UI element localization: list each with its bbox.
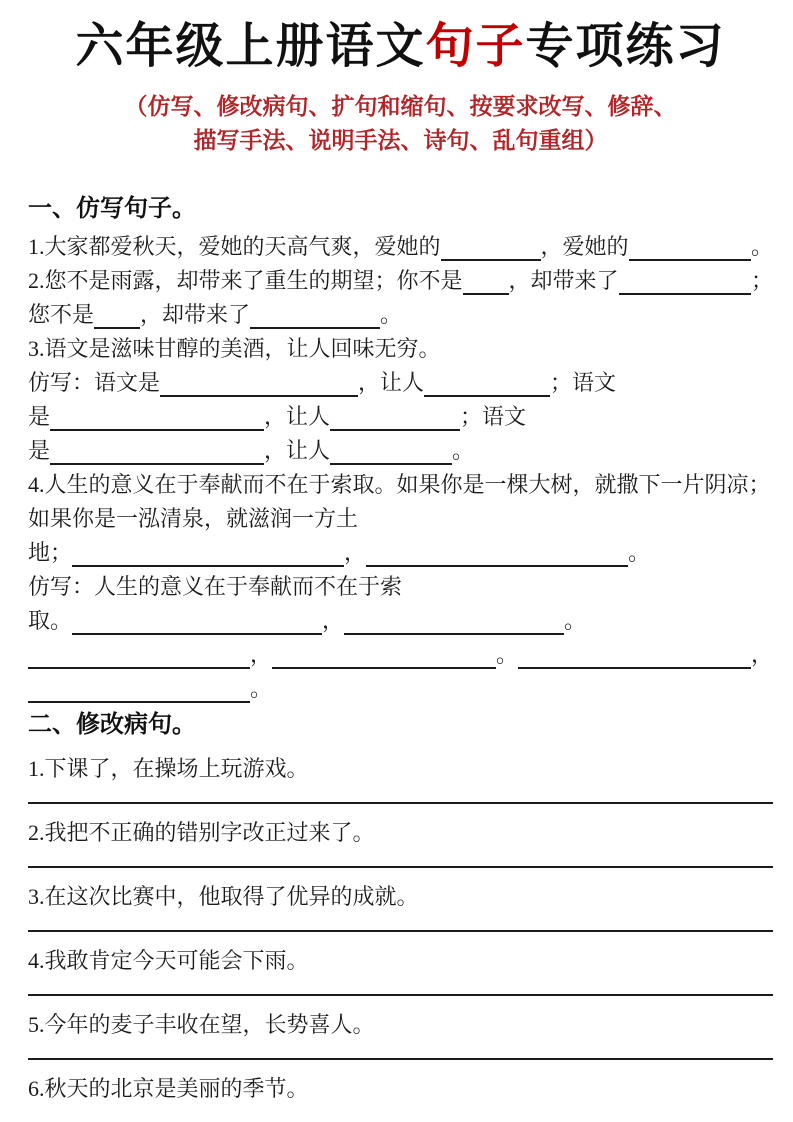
text-run: ， (750, 642, 773, 667)
text-run: 3.语文是滋味甘醇的美酒，让人回味无穷。 (28, 336, 441, 361)
worksheet-line (28, 536, 773, 570)
answer-blank (463, 264, 509, 295)
worksheet-line (28, 230, 773, 264)
exercise-item (28, 818, 773, 868)
text-run: ，却带来了 (508, 268, 619, 293)
section2-exercises (28, 754, 773, 1104)
text-run: ；语文 (550, 370, 617, 395)
section1-exercises (28, 230, 773, 706)
answer-blank (619, 264, 751, 295)
section2-heading: 二、修改病句。 (28, 712, 196, 738)
worksheet-line (28, 502, 773, 536)
text-run: 是 (28, 404, 51, 429)
answer-blank (28, 638, 250, 669)
text-run: 2.您不是雨露，却带来了重生的期望；你不是 (28, 268, 463, 293)
text-run: 取。 (28, 608, 73, 633)
exercise-sentence: 5.今年的麦子丰收在望，长势喜人。 (28, 1012, 375, 1037)
text-run: ，让人 (264, 404, 331, 429)
answer-blank (272, 638, 496, 669)
text-run: ，让人 (264, 438, 331, 463)
answer-blank (366, 536, 628, 567)
answer-blank (72, 604, 322, 635)
worksheet-line (28, 570, 773, 604)
text-run: ， (344, 540, 367, 565)
answer-rule (28, 994, 773, 996)
section1-heading: 一、仿写句子。 (28, 196, 196, 222)
answer-blank (160, 366, 358, 397)
worksheet-subtitle (28, 90, 773, 158)
subtitle-line-1: （仿写、修改病句、扩句和缩句、按要求改写、修辞、 (124, 94, 677, 119)
worksheet-line (28, 332, 773, 366)
answer-blank (518, 638, 751, 669)
answer-blank (94, 298, 140, 329)
text-run: 是 (28, 438, 51, 463)
exercise-item (28, 882, 773, 932)
text-run: 。 (250, 676, 273, 701)
answer-blank (441, 230, 541, 261)
answer-blank (629, 230, 751, 261)
text-run: 1.大家都爱秋天，爱她的天高气爽，爱她的 (28, 234, 441, 259)
worksheet-line (28, 638, 773, 672)
worksheet-line (28, 264, 773, 298)
title-text-post: 专项练习 (525, 20, 726, 73)
exercise-item (28, 1010, 773, 1060)
exercise-item (28, 946, 773, 996)
text-run: 。 (628, 540, 651, 565)
answer-blank (250, 298, 380, 329)
exercise-sentence: 2.我把不正确的错别字改正过来了。 (28, 820, 375, 845)
worksheet-line (28, 672, 773, 706)
text-run: 仿写：语文是 (28, 370, 161, 395)
text-run: ， (250, 642, 273, 667)
text-run: 。 (452, 438, 475, 463)
exercise-sentence: 1.下课了，在操场上玩游戏。 (28, 756, 309, 781)
text-run: 。 (564, 608, 587, 633)
worksheet-line (28, 400, 773, 434)
worksheet-line (28, 366, 773, 400)
exercise-sentence: 6.秋天的北京是美丽的季节。 (28, 1076, 309, 1101)
text-run: 4.人生的意义在于奉献而不在于索取。如果你是一棵大树，就撒下一片阴凉； (28, 472, 771, 497)
text-run: ，爱她的 (540, 234, 629, 259)
text-run: 地； (28, 540, 73, 565)
text-run: 。 (496, 642, 519, 667)
answer-blank (424, 366, 550, 397)
answer-rule (28, 930, 773, 932)
worksheet-line (28, 298, 773, 332)
text-run: ； (750, 268, 773, 293)
answer-rule (28, 866, 773, 868)
text-run: 。 (380, 302, 403, 327)
answer-rule (28, 1058, 773, 1060)
text-run: ；语文 (460, 404, 527, 429)
text-run: ， (322, 608, 345, 633)
title-text-pre: 六年级上册语文 (75, 20, 426, 73)
text-run: ，却带来了 (140, 302, 251, 327)
worksheet-title (28, 16, 773, 78)
answer-rule (28, 802, 773, 804)
exercise-item (28, 754, 773, 804)
exercise-item (28, 1074, 773, 1104)
answer-blank (50, 434, 264, 465)
worksheet-line (28, 468, 773, 502)
text-run: 仿写：人生的意义在于奉献而不在于索 (28, 574, 403, 599)
worksheet-line (28, 434, 773, 468)
exercise-sentence: 4.我敢肯定今天可能会下雨。 (28, 948, 309, 973)
subtitle-line-2: 描写手法、说明手法、诗句、乱句重组） (193, 128, 608, 153)
text-run: 如果你是一泓清泉，就滋润一方土 (28, 506, 359, 531)
exercise-sentence: 3.在这次比赛中，他取得了优异的成就。 (28, 884, 419, 909)
answer-blank (330, 400, 460, 431)
answer-blank (330, 434, 452, 465)
answer-blank (28, 672, 250, 703)
answer-blank (344, 604, 564, 635)
answer-blank (72, 536, 344, 567)
text-run: 。 (750, 234, 773, 259)
worksheet-line (28, 604, 773, 638)
text-run: ，让人 (358, 370, 425, 395)
title-highlight: 句子 (425, 20, 526, 73)
answer-blank (50, 400, 264, 431)
text-run: 您不是 (28, 302, 95, 327)
